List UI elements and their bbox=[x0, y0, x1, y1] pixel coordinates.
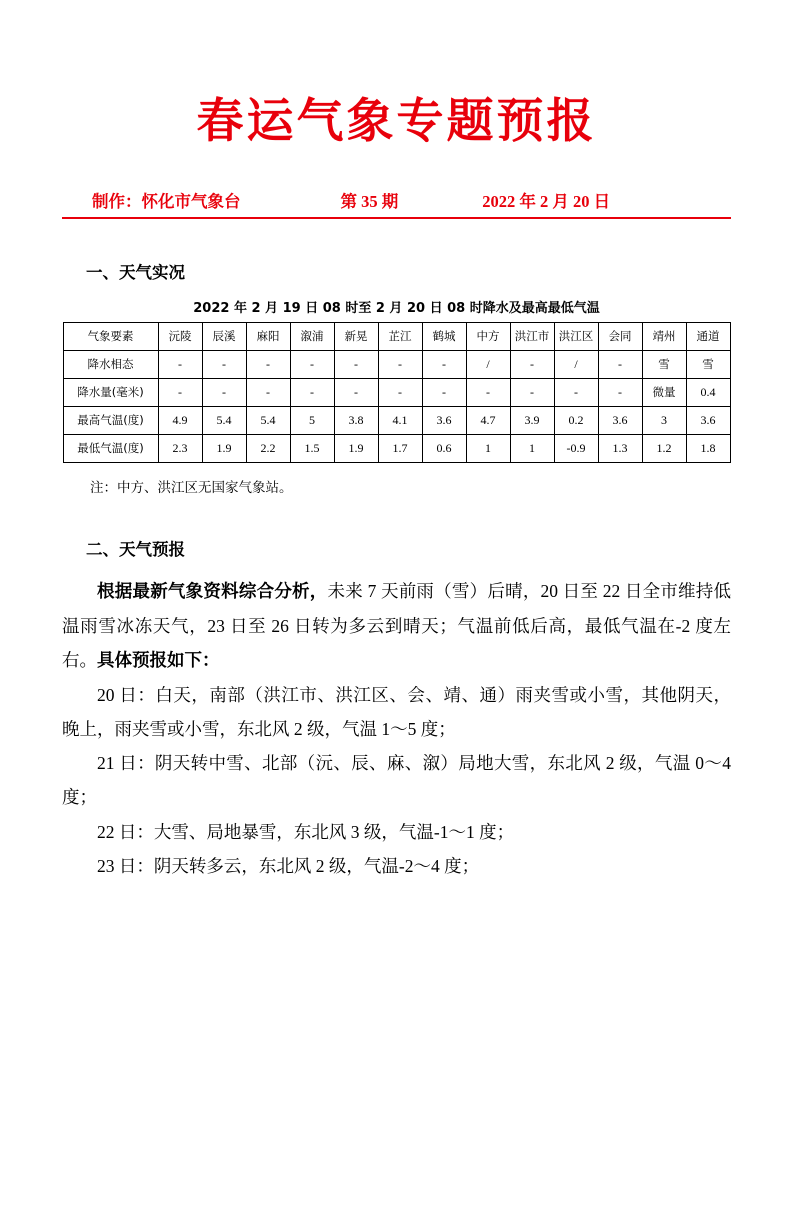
table-rowhead: 最高气温(度) bbox=[63, 406, 158, 434]
table-cell: - bbox=[334, 378, 378, 406]
table-cell: 1.3 bbox=[598, 434, 642, 462]
table-cell: - bbox=[510, 378, 554, 406]
table-cell: 1.7 bbox=[378, 434, 422, 462]
table-col-header: 洪江市 bbox=[510, 322, 554, 350]
forecast-day-paragraph: 20 日：白天，南部（洪江市、洪江区、会、靖、通）雨夹雪或小雪，其他阴天，晚上，雨夹雪或小雪，东北风 2 级，气温 1～5 度； bbox=[62, 685, 731, 740]
table-cell: - bbox=[334, 350, 378, 378]
table-col-header: 中方 bbox=[466, 322, 510, 350]
page-title: 春运气象专题预报 bbox=[196, 94, 597, 149]
table-col-header: 沅陵 bbox=[158, 322, 202, 350]
table-cell: - bbox=[158, 350, 202, 378]
table-cell: 2.3 bbox=[158, 434, 202, 462]
table-cell: 1.9 bbox=[334, 434, 378, 462]
byline bbox=[62, 188, 731, 219]
table-cell: - bbox=[422, 378, 466, 406]
table-cell: 5.4 bbox=[202, 406, 246, 434]
table-col-header: 靖州 bbox=[642, 322, 686, 350]
table-rowhead: 降水量(毫米) bbox=[63, 378, 158, 406]
byline-maker: 制作：怀化市气象台 bbox=[92, 191, 241, 211]
table-cell: 0.2 bbox=[554, 406, 598, 434]
table-cell: - bbox=[466, 378, 510, 406]
table-rowhead: 降水相态 bbox=[63, 350, 158, 378]
table-cell: 1.5 bbox=[290, 434, 334, 462]
table-cell: - bbox=[290, 378, 334, 406]
table-cell: - bbox=[510, 350, 554, 378]
table-cell: 微量 bbox=[642, 378, 686, 406]
byline-issue: 第 35 期 bbox=[340, 191, 399, 211]
table-col-header: 新晃 bbox=[334, 322, 378, 350]
table-row-temp-max bbox=[63, 406, 730, 434]
forecast-intro-tail: 具体预报如下： bbox=[97, 650, 220, 671]
table-note: 注：中方、洪江区无国家气象站。 bbox=[90, 479, 293, 496]
table-cell: 5.4 bbox=[246, 406, 290, 434]
table-row-precip-amount bbox=[63, 378, 730, 406]
table-cell: 2.2 bbox=[246, 434, 290, 462]
table-cell: 雪 bbox=[686, 350, 730, 378]
table-cell: 3.9 bbox=[510, 406, 554, 434]
table-row-temp-min bbox=[63, 434, 730, 462]
table-cell: 4.7 bbox=[466, 406, 510, 434]
table-cell: 3.8 bbox=[334, 406, 378, 434]
table-rowhead: 最低气温(度) bbox=[63, 434, 158, 462]
table-cell: - bbox=[246, 378, 290, 406]
table-cell: - bbox=[290, 350, 334, 378]
table-col-header: 辰溪 bbox=[202, 322, 246, 350]
table-cell: - bbox=[246, 350, 290, 378]
table-col-header: 鹤城 bbox=[422, 322, 466, 350]
table-cell: 1.2 bbox=[642, 434, 686, 462]
table-cell: - bbox=[554, 378, 598, 406]
table-cell: - bbox=[202, 378, 246, 406]
table-cell: 雪 bbox=[642, 350, 686, 378]
forecast-day-paragraph: 22 日：大雪、局地暴雪，东北风 3 级，气温-1～1 度； bbox=[97, 821, 515, 842]
forecast-day-paragraph: 23 日：阴天转多云，东北风 2 级，气温-2～4 度； bbox=[97, 855, 480, 876]
table-col-header: 麻阳 bbox=[246, 322, 290, 350]
table-cell: - bbox=[158, 378, 202, 406]
section-heading-forecast: 二、天气预报 bbox=[86, 539, 185, 559]
table-cell: 3.6 bbox=[686, 406, 730, 434]
section-heading-observation: 一、天气实况 bbox=[86, 262, 185, 282]
document-page bbox=[0, 96, 793, 1218]
table-cell: 4.9 bbox=[158, 406, 202, 434]
byline-date: 2022 年 2 月 20 日 bbox=[482, 191, 611, 211]
table-cell: 0.4 bbox=[686, 378, 730, 406]
table-cell: - bbox=[598, 350, 642, 378]
table-cell: 1.9 bbox=[202, 434, 246, 462]
table-cell: / bbox=[466, 350, 510, 378]
forecast-intro-paragraph bbox=[62, 574, 731, 678]
table-row-precip-type bbox=[63, 350, 730, 378]
table-cell: / bbox=[554, 350, 598, 378]
table-cell: 1 bbox=[466, 434, 510, 462]
forecast-intro-text: 未来 7 天前雨（雪）后晴，20 日至 22 日全市维持低温雨雪冰冻天气，23 日至 26 日转为多云到晴天；气温前低后高，最低气温在-2 度左右。 bbox=[62, 580, 732, 670]
table-rowhead: 气象要素 bbox=[63, 322, 158, 350]
table-col-header: 会同 bbox=[598, 322, 642, 350]
table-cell: - bbox=[202, 350, 246, 378]
table-cell: 1 bbox=[510, 434, 554, 462]
table-cell: - bbox=[598, 378, 642, 406]
table-col-header: 芷江 bbox=[378, 322, 422, 350]
forecast-intro-lead: 根据最新气象资料综合分析， bbox=[97, 581, 328, 602]
table-col-header: 通道 bbox=[686, 322, 730, 350]
forecast-day-paragraph: 21 日：阴天转中雪、北部（沅、辰、麻、溆）局地大雪，东北风 2 级，气温 0～4 度； bbox=[62, 753, 731, 808]
weather-observation-table bbox=[63, 322, 731, 463]
table-cell: 4.1 bbox=[378, 406, 422, 434]
table-cell: 3.6 bbox=[422, 406, 466, 434]
table-cell: - bbox=[378, 350, 422, 378]
table-col-header: 洪江区 bbox=[554, 322, 598, 350]
table-cell: 3.6 bbox=[598, 406, 642, 434]
table-cell: 3 bbox=[642, 406, 686, 434]
table-col-header: 溆浦 bbox=[290, 322, 334, 350]
table-cell: - bbox=[422, 350, 466, 378]
table-cell: 1.8 bbox=[686, 434, 730, 462]
table-caption: 2022 年 2 月 19 日 08 时至 2 月 20 日 08 时降水及最高最低气温 bbox=[193, 300, 600, 316]
forecast-body bbox=[62, 574, 731, 883]
table-cell: - bbox=[378, 378, 422, 406]
table-cell: 5 bbox=[290, 406, 334, 434]
table-cell: 0.6 bbox=[422, 434, 466, 462]
table-cell: -0.9 bbox=[554, 434, 598, 462]
table-row-header bbox=[63, 322, 730, 350]
